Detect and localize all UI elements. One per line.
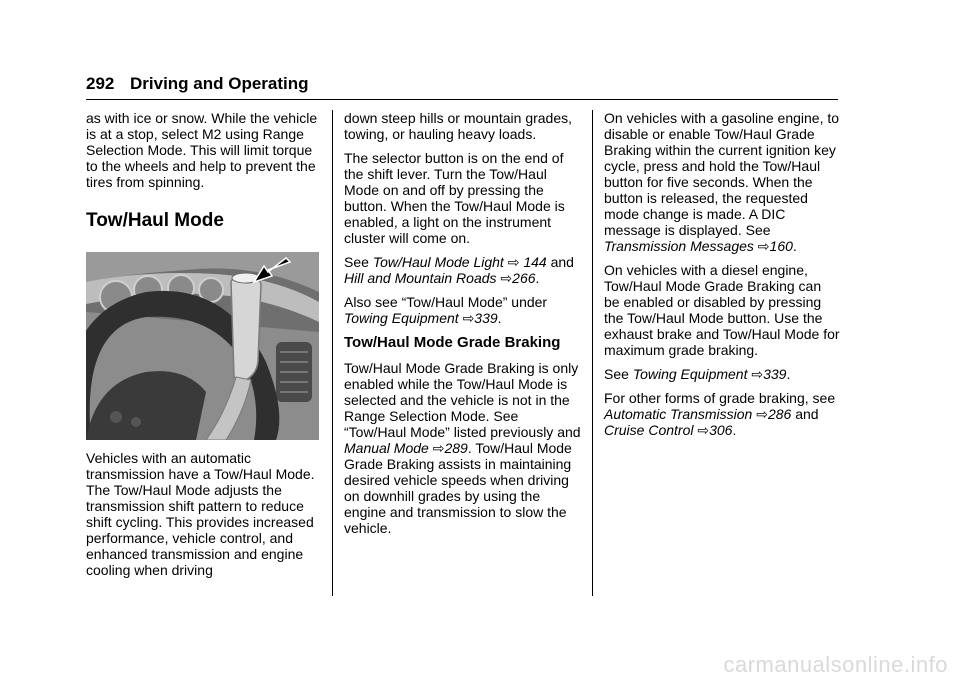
ref-symbol: ⇨ [432,440,445,456]
paragraph: down steep hills or mountain grades, towing, or hauling heavy loads. [344,110,573,142]
cross-ref-link[interactable]: Automatic Transmission [604,406,753,422]
column-divider-1 [332,110,333,596]
page-ref[interactable]: 266 [512,270,536,286]
ref-symbol: ⇨ [756,406,768,422]
footer [0,650,960,678]
header-divider [86,99,838,100]
section-title: Driving and Operating [130,74,309,93]
tow-haul-heading: Tow/Haul Mode [86,210,224,231]
column-1 [86,110,321,586]
see-label: See [344,254,369,270]
cross-ref-link[interactable]: Tow/Haul Mode Light [372,254,504,270]
page-ref[interactable]: 289 [444,440,468,456]
column-divider-2 [592,110,593,596]
also-see-text: Also see “Tow/Haul Mode” under [344,294,548,310]
ref-symbol: ⇨ [697,422,710,438]
paragraph: For other forms of grade braking, see Automatic Transmission ⇨286 and Cruise Control ⇨306. [604,390,836,438]
see-paragraph: See Towing Equipment ⇨339. [604,366,791,382]
cross-ref-link[interactable]: Towing Equipment [632,366,748,382]
ref-symbol: ⇨ [757,238,770,254]
page-ref[interactable]: 339 [763,366,787,382]
cross-ref-link[interactable]: Transmission Messages [604,238,754,254]
and-label: and [550,254,574,270]
cross-ref-link[interactable]: Manual Mode [344,440,429,456]
page-ref[interactable]: 286 [767,406,792,422]
page-ref[interactable]: 160 [769,238,793,254]
page-ref[interactable]: 306 [709,422,733,438]
paragraph: as with ice or snow. While the vehicle is at a stop, select M2 using Range Selection Mode. This will limit torque to the wheels and help to prevent the tires from spinning. [86,110,318,190]
page-header [86,70,838,100]
also-see-paragraph: Also see “Tow/Haul Mode” under Towing Equipment ⇨339. [344,294,548,326]
and-label: and [795,406,819,422]
watermark: carmanualsonline.info [723,652,948,677]
paragraph: Tow/Haul Mode Grade Braking is only enabled while the Tow/Haul Mode is selected and the vehicle is not in the Range Selection Mode. See “Tow/Haul Mode” listed previously and Manual Mode ⇨289. Tow/Haul Mode Grade Braking assists in maintaining desired vehicle speeds when driving on downhill grades by using the engine and transmission to slow the vehicle. [344,360,581,536]
grade-braking-heading: Tow/Haul Mode Grade Braking [344,334,561,351]
see-paragraph: See Tow/Haul Mode Light ⇨ 144 and Hill and Mountain Roads ⇨266. [344,254,574,286]
ref-symbol: ⇨ [500,270,513,286]
shift-lever-photo [86,252,319,440]
page-ref[interactable]: 339 [474,310,498,326]
column-3 [604,110,840,446]
page-ref[interactable]: 144 [523,254,547,270]
ref-symbol: ⇨ [507,254,520,270]
cross-ref-link[interactable]: Hill and Mountain Roads [344,270,497,286]
column-2 [344,110,584,544]
cross-ref-link[interactable]: Cruise Control [604,422,694,438]
paragraph-text: Tow/Haul Mode Grade Braking is only enabled while the Tow/Haul Mode is selected and the vehicle is not in the Range Selection Mode. See “Tow/Haul Mode” listed previously and [344,360,581,440]
page-number: 292 [86,74,115,93]
paragraph: On vehicles with a diesel engine, Tow/Haul Mode Grade Braking can be enabled or disabled by pressing the Tow/Haul Mode button. Use the exhaust brake and Tow/Haul Mode for maximum grade braking. [604,262,840,358]
ref-symbol: ⇨ [751,366,764,382]
paragraph-text: Tow/Haul Mode Grade Braking assists in maintaining desired vehicle speeds when driving on downhill grades by using the engine and transmission to slow the vehicle. [344,440,572,536]
paragraph: Vehicles with an automatic transmission have a Tow/Haul Mode. The Tow/Haul Mode adjusts the transmission shift pattern to reduce shift cycling. This provides increased performance, vehicle control, and enhanced transmission and engine cooling when driving [86,450,315,578]
ref-symbol: ⇨ [462,310,475,326]
paragraph-text: On vehicles with a gasoline engine, to disable or enable Tow/Haul Grade Braking within the current ignition key cycle, press and hold the Tow/Haul button for five seconds. When the button is released, the requested mode change is made. A DIC message is displayed. See [604,110,840,238]
cross-ref-link[interactable]: Towing Equipment [344,310,459,326]
paragraph: The selector button is on the end of the shift lever. Turn the Tow/Haul Mode on and off by pressing the button. When the Tow/Haul Mode is enabled, a light on the instrument cluster will come on. [344,150,565,246]
see-label: See [604,366,629,382]
paragraph-text: For other forms of grade braking, see [604,390,836,406]
paragraph: On vehicles with a gasoline engine, to disable or enable Tow/Haul Grade Braking within the current ignition key cycle, press and hold the Tow/Haul button for five seconds. When the button is released, the requested mode change is made. A DIC message is displayed. See Transmission Messages ⇨160. [604,110,840,254]
